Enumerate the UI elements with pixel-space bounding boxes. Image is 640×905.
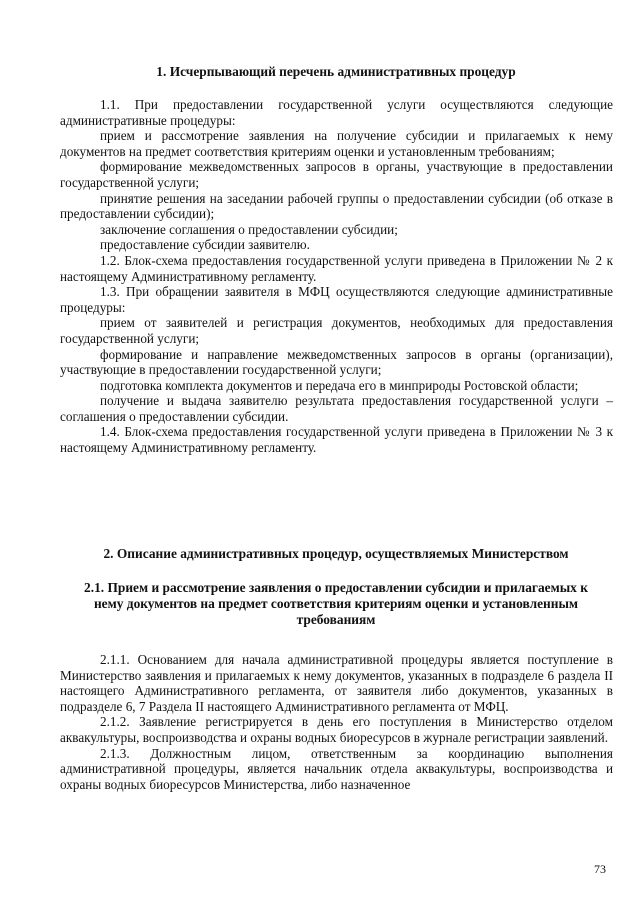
list-item: получение и выдача заявителю результата предоставления государственной услуги – соглашения о предоставлении субсидии. xyxy=(60,393,613,424)
list-item: принятие решения на заседании рабочей группы о предоставлении субсидии (об отказе в предоставлении субсидии); xyxy=(60,190,613,222)
list-item: прием от заявителей и регистрация документов, необходимых для предоставления государственной услуги; xyxy=(60,315,613,346)
section-2-heading: 2. Описание административных процедур, осуществляемых Министерством xyxy=(103,546,569,561)
list-item: предоставление субсидии заявителю. xyxy=(100,237,310,253)
section-2-1-heading: 2.1. Прием и рассмотрение заявления о предоставлении субсидии и прилагаемых к нему документов на предмет соответствия критериям оценки и установленным требованиям xyxy=(84,580,588,627)
paragraph: 2.1.1. Основанием для начала административной процедуры является поступление в Министерство заявления и прилагаемых к нему документов, указанных в подразделе 6 раздела II настоящего Административного регламента, от заявителя либо документов, указанных в подразделе 6, 7 Раздела II настоящего Административного регламента от МФЦ. xyxy=(60,652,613,714)
section-1-heading: 1. Исчерпывающий перечень административных процедур xyxy=(156,64,516,79)
list-item: формирование и направление межведомственных запросов в органы (организации), участвующие в предоставлении государственной услуги; xyxy=(60,346,613,378)
list-item: прием и рассмотрение заявления на получение субсидии и прилагаемых к нему документов на предмет соответствия критериям оценки и установленным требованиям; xyxy=(60,128,613,159)
list-item: формирование межведомственных запросов в органы, участвующие в предоставлении государственной услуги; xyxy=(60,159,613,190)
list-item: подготовка комплекта документов и передача его в минприроды Ростовской области; xyxy=(100,377,579,393)
list-item: заключение соглашения о предоставлении субсидии; xyxy=(100,221,398,237)
paragraph: 1.3. При обращении заявителя в МФЦ осуществляются следующие административные процедуры: xyxy=(60,284,613,315)
paragraph: 2.1.3. Должностным лицом, ответственным за координацию выполнения административной процедуры, является начальник отдела аквакультуры, воспроизводства и охраны водных биоресурсов Министерства, либо назначенное xyxy=(60,745,613,792)
section-1-body xyxy=(60,97,613,456)
paragraph: 1.4. Блок-схема предоставления государственной услуги приведена в Приложении № 3 к настоящему Административному регламенту. xyxy=(60,424,613,456)
paragraph: 2.1.2. Заявление регистрируется в день его поступления в Министерство отделом аквакультуры, воспроизводства и охраны водных биоресурсов в журнале регистрации заявлений. xyxy=(60,714,613,745)
section-2-1-body xyxy=(60,652,613,792)
paragraph: 1.1. При предоставлении государственной услуги осуществляются следующие административные процедуры: xyxy=(60,97,613,128)
paragraph: 1.2. Блок-схема предоставления государственной услуги приведена в Приложении № 2 к настоящему Административному регламенту. xyxy=(60,252,613,284)
page-number: 73 xyxy=(594,862,606,876)
